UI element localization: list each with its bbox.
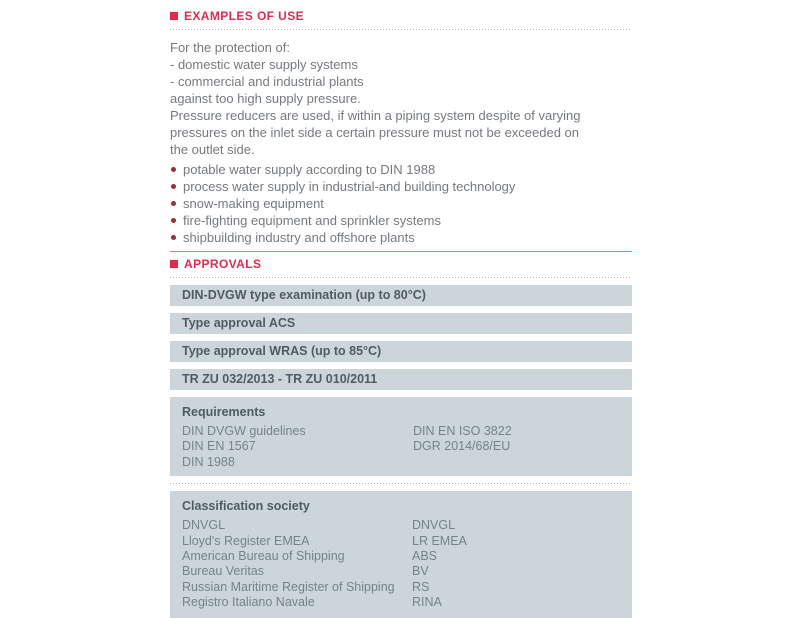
classification-row: [182, 564, 620, 579]
approvals-section-header: [170, 257, 632, 271]
requirements-title: Requirements: [182, 405, 266, 419]
list-item-text: fire-fighting equipment and sprinkler systems: [183, 213, 441, 228]
paragraph-line: the outlet side.: [170, 142, 255, 157]
classification-row: [182, 534, 620, 549]
classification-row: [182, 595, 620, 610]
bullet-icon: [171, 201, 176, 206]
society-name: Registro Italiano Navale: [182, 595, 315, 610]
classification-society-box: [170, 491, 632, 617]
society-name: Bureau Veritas: [182, 564, 264, 579]
society-abbr: DNVGL: [412, 518, 456, 533]
dotted-divider: [170, 29, 632, 31]
section-marker-icon: [170, 12, 178, 20]
use-case-list: [170, 161, 632, 246]
paragraph-line: - commercial and industrial plants: [170, 74, 364, 89]
requirement-item: DGR 2014/68/EU: [413, 439, 511, 454]
paragraph-line: For the protection of:: [170, 40, 290, 55]
society-abbr: ABS: [412, 549, 438, 564]
paragraph-line: - domestic water supply systems: [170, 57, 358, 72]
society-name: Lloyd's Register EMEA: [182, 533, 310, 548]
classification-title: Classification society: [182, 499, 310, 514]
bullet-icon: [171, 184, 176, 189]
list-item: [170, 212, 632, 229]
requirements-right-column: [413, 424, 620, 470]
page-content: [170, 0, 632, 618]
requirement-item: DIN EN ISO 3822: [413, 424, 512, 438]
paragraph-line: against too high supply pressure.: [170, 91, 361, 106]
bullet-icon: [171, 218, 176, 223]
list-item-text: process water supply in industrial-and building technology: [183, 179, 516, 194]
requirements-left-column: [182, 424, 413, 470]
society-abbr: LR EMEA: [412, 533, 467, 548]
society-abbr: RINA: [412, 595, 442, 610]
requirement-item: DIN EN 1567: [182, 439, 256, 454]
list-item: [170, 161, 632, 178]
society-name: Russian Maritime Register of Shipping: [182, 579, 395, 594]
approval-bar: Type approval WRAS (up to 85°C): [170, 341, 632, 362]
list-item: [170, 229, 632, 246]
examples-section-header: [170, 9, 632, 23]
section-title: EXAMPLES OF USE: [184, 9, 305, 23]
requirement-item: DIN DVGW guidelines: [182, 424, 306, 438]
society-abbr: BV: [412, 564, 429, 579]
list-item-text: potable water supply according to DIN 1988: [183, 162, 436, 177]
classification-row: [182, 580, 620, 595]
society-name: American Bureau of Shipping: [182, 549, 345, 564]
section-marker-icon: [170, 260, 178, 268]
approval-bar: Type approval ACS: [170, 313, 632, 334]
society-name: DNVGL: [182, 518, 226, 533]
requirements-box: [170, 397, 632, 476]
approval-bar: TR ZU 032/2013 - TR ZU 010/2011: [170, 369, 632, 390]
list-item: [170, 195, 632, 212]
list-item: [170, 178, 632, 195]
classification-row: [182, 518, 620, 533]
approval-bar: DIN-DVGW type examination (up to 80°C): [170, 285, 632, 306]
section-title: APPROVALS: [184, 257, 262, 271]
society-abbr: RS: [412, 579, 430, 594]
list-item-text: shipbuilding industry and offshore plants: [183, 230, 415, 245]
dotted-divider: [170, 277, 632, 279]
list-item-text: snow-making equipment: [183, 196, 324, 211]
intro-paragraph: [170, 39, 632, 158]
section-divider: [170, 251, 632, 252]
requirement-item: DIN 1988: [182, 454, 235, 469]
paragraph-line: pressures on the inlet side a certain pressure must not be exceeded on: [170, 125, 580, 140]
bullet-icon: [171, 235, 176, 240]
paragraph-line: Pressure reducers are used, if within a piping system despite of varying: [170, 108, 581, 123]
classification-row: [182, 549, 620, 564]
dotted-divider: [170, 483, 632, 485]
bullet-icon: [171, 167, 176, 172]
